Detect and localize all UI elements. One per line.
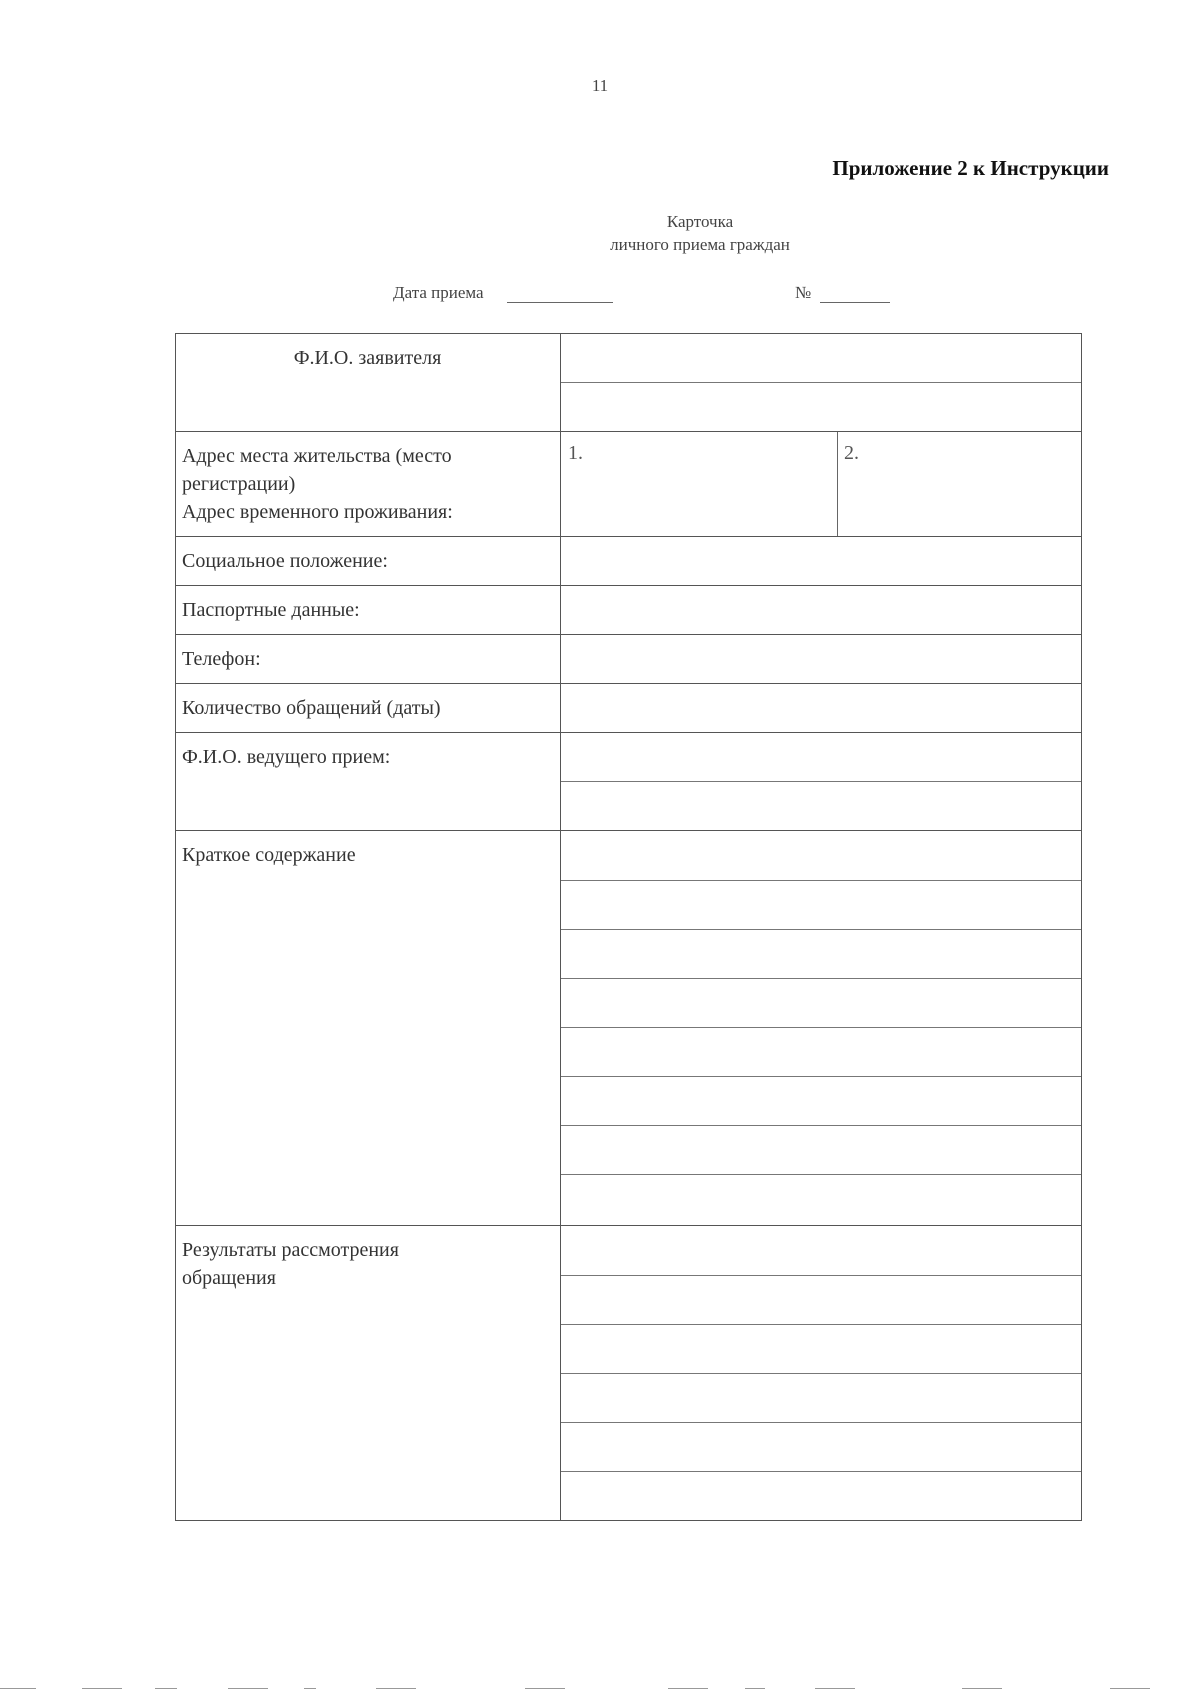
- fill-line[interactable]: [561, 1422, 1081, 1423]
- fill-line[interactable]: [561, 1324, 1081, 1325]
- fill-line[interactable]: [561, 781, 1081, 782]
- receiver-name-label: Ф.И.О. ведущего прием:: [182, 746, 391, 768]
- row-applicant-name: [176, 334, 1081, 431]
- column-divider: [560, 537, 561, 585]
- row-summary: [176, 830, 1081, 1225]
- row-social-status: [176, 536, 1081, 585]
- number-field[interactable]: [820, 302, 890, 303]
- row-phone: [176, 634, 1081, 683]
- fill-line[interactable]: [561, 1373, 1081, 1374]
- fill-line[interactable]: [561, 929, 1081, 930]
- date-field[interactable]: [507, 302, 613, 303]
- fill-line[interactable]: [561, 1076, 1081, 1077]
- fill-line[interactable]: [561, 1027, 1081, 1028]
- results-label-line1: Результаты рассмотрения: [182, 1239, 399, 1261]
- row-receiver-name: [176, 732, 1081, 830]
- card-title-line2: личного приема граждан: [610, 235, 790, 254]
- number-label: №: [795, 283, 812, 302]
- column-divider: [560, 432, 561, 536]
- scan-dash: [228, 1688, 268, 1690]
- scan-dash: [304, 1688, 316, 1690]
- scan-dash: [82, 1688, 122, 1690]
- fill-line[interactable]: [561, 880, 1081, 881]
- appendix-title: Приложение 2 к Инструкции: [832, 156, 1109, 180]
- appeals-count-label: Количество обращений (даты): [182, 697, 441, 719]
- fill-line[interactable]: [561, 978, 1081, 979]
- row-appeals-count: [176, 683, 1081, 732]
- fill-line[interactable]: [561, 1174, 1081, 1175]
- scan-dash: [745, 1688, 765, 1690]
- date-label: Дата приема: [393, 283, 484, 302]
- row-passport: [176, 585, 1081, 634]
- social-status-label: Социальное положение:: [182, 550, 388, 572]
- address-col2-number: 2.: [844, 442, 859, 464]
- column-divider: [560, 586, 561, 634]
- fill-line[interactable]: [561, 1275, 1081, 1276]
- card-title-line1: Карточка: [666, 212, 734, 231]
- applicant-name-label: Ф.И.О. заявителя: [293, 347, 442, 369]
- fill-line[interactable]: [561, 382, 1081, 383]
- address-label-line2: регистрации): [182, 473, 296, 495]
- results-label: [182, 1236, 399, 1292]
- address-label-line1: Адрес места жительства (место: [182, 445, 452, 467]
- fill-line[interactable]: [561, 1125, 1081, 1126]
- scan-dash: [962, 1688, 1002, 1690]
- address-label: [182, 442, 453, 526]
- scan-dash: [525, 1688, 565, 1690]
- card-title: [0, 210, 1200, 256]
- column-divider: [560, 831, 561, 1225]
- scan-dash: [155, 1688, 177, 1690]
- summary-label: Краткое содержание: [182, 844, 356, 866]
- scan-dash: [815, 1688, 855, 1690]
- passport-label: Паспортные данные:: [182, 599, 360, 621]
- phone-label: Телефон:: [182, 648, 261, 670]
- column-divider: [560, 635, 561, 683]
- fill-line[interactable]: [561, 1471, 1081, 1472]
- column-divider: [560, 684, 561, 732]
- scan-dash: [668, 1688, 708, 1690]
- address-column-divider: [837, 432, 838, 536]
- address-col1-number: 1.: [568, 442, 583, 464]
- page-number: 11: [591, 76, 609, 95]
- reception-card-table: [175, 333, 1082, 1521]
- scan-dash: [376, 1688, 416, 1690]
- row-results: [176, 1225, 1081, 1520]
- address-label-line3: Адрес временного проживания:: [182, 501, 453, 523]
- scan-dash: [1110, 1688, 1150, 1690]
- scan-dash: [0, 1688, 36, 1690]
- row-address: [176, 431, 1081, 536]
- results-label-line2: обращения: [182, 1267, 276, 1289]
